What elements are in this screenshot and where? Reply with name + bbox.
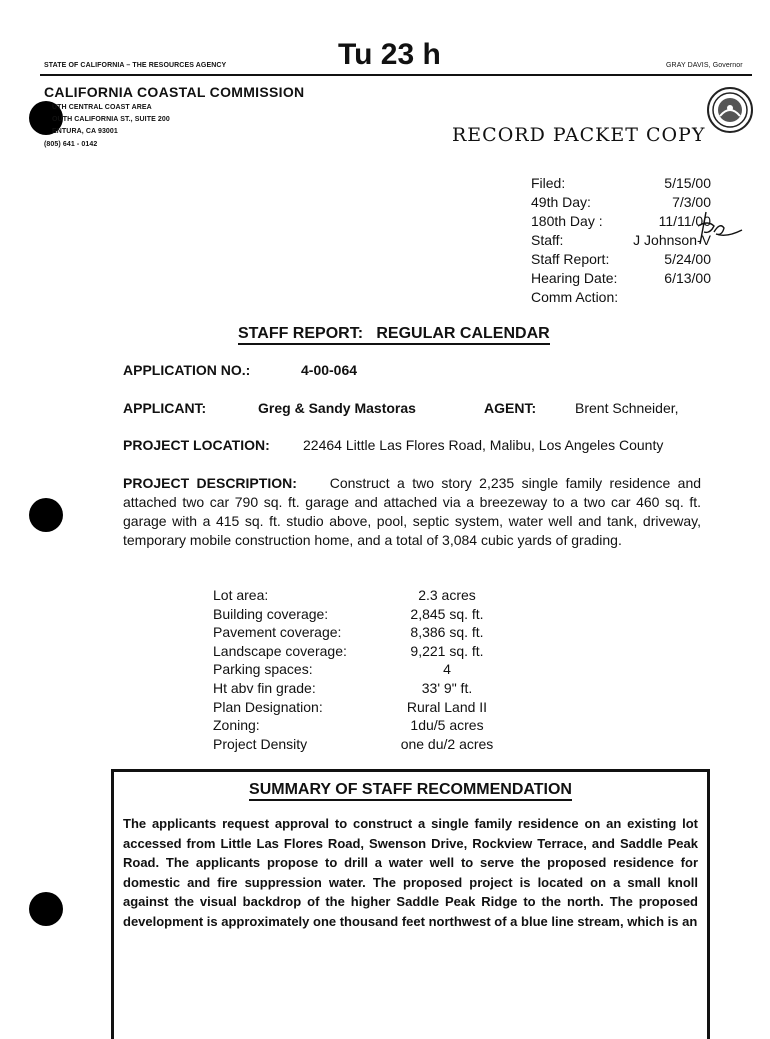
location-label: PROJECT LOCATION: [123, 437, 270, 453]
stat-value: Rural Land II [406, 698, 488, 715]
stat-label: Plan Designation: [213, 698, 323, 715]
summary-box [111, 769, 710, 1039]
date-row-hearing [531, 269, 711, 288]
agency-left: STATE OF CALIFORNIA – THE RESOURCES AGENCY [44, 62, 227, 69]
record-packet-stamp: RECORD PACKET COPY [452, 124, 706, 146]
stat-label: Project Density [213, 735, 308, 752]
date-row-staff [531, 231, 711, 250]
date-label: Comm Action: [531, 289, 619, 305]
governor-label: GRAY DAVIS, Governor [666, 62, 743, 69]
date-row-comm-action [531, 288, 711, 307]
application-number: 4-00-064 [301, 362, 358, 378]
project-statistics [213, 586, 543, 753]
punch-hole-bottom [29, 892, 63, 926]
stat-value: 4 [443, 661, 451, 678]
filing-dates [531, 174, 711, 307]
application-label: APPLICATION NO.: [123, 362, 251, 378]
address-line-3: ENTURA, CA 93001 [52, 128, 118, 135]
stat-label: Landscape coverage: [213, 642, 347, 659]
address-line-1: UTH CENTRAL COAST AREA [52, 104, 152, 111]
stat-label: Zoning: [213, 717, 260, 734]
description-label: PROJECT DESCRIPTION: [123, 475, 297, 491]
report-title: STAFF REPORT: REGULAR CALENDAR [238, 324, 550, 345]
stat-label: Pavement coverage: [213, 624, 342, 641]
date-value: 11/11/00 [658, 213, 711, 229]
stat-row [213, 586, 543, 605]
address-line-4: (805) 641 - 0142 [44, 141, 98, 148]
description-text: Construct a two story 2,235 single family residence and attached two car 790 sq. ft. garage and attached via a breezeway to a two car 460 sq. ft. garage with a 415 sq. ft. studio above, pool, septic system, water well and tank, driveway, temporary mobile construction home, and a total of 3,084 cubic yards of grading. [123, 475, 702, 548]
stat-row [213, 679, 543, 698]
date-value: 6/13/00 [664, 270, 711, 286]
date-label: 180th Day : [531, 213, 603, 229]
stat-label: Parking spaces: [213, 661, 313, 678]
applicant-name: Greg & Sandy Mastoras [258, 400, 416, 416]
date-row-filed [531, 174, 711, 193]
stat-row [213, 642, 543, 661]
stat-value: 33' 9" ft. [421, 679, 473, 696]
stat-value: 2.3 acres [418, 587, 476, 603]
date-label: Staff Report: [531, 251, 610, 267]
date-value: 5/15/00 [664, 175, 711, 191]
summary-text: The applicants request approval to construct a single family residence on an existing lot accessed from Little Las Flores Road, Swenson Drive, Rockview Terrace, and Saddle Peak Road. The applicants propose to drill a water well to serve the proposed residence for domestic and fire suppression water. The proposed project is located on a small knoll against the visual backdrop of the higher Saddle Peak Ridge to the north. The proposed development is approximately one thousand feet northwest of a blue line stream, which is an [123, 816, 698, 929]
agent-name: Brent Schneider, [575, 400, 679, 416]
summary-title-text: SUMMARY OF STAFF RECOMMENDATION [249, 781, 572, 801]
stat-row [213, 660, 543, 679]
stat-label: Building coverage: [213, 605, 329, 622]
date-row-180th [531, 212, 711, 231]
stat-value: 9,221 sq. ft. [410, 642, 484, 659]
stat-label: Lot area: [213, 587, 269, 603]
stat-row [213, 735, 543, 754]
stat-value: 1du/5 acres [410, 717, 484, 734]
address-line-2: OUTH CALIFORNIA ST., SUITE 200 [52, 116, 170, 123]
stat-row [213, 698, 543, 717]
state-seal-icon [706, 86, 754, 134]
header-rule [40, 74, 752, 76]
agent-label: AGENT: [484, 400, 537, 416]
stat-row [213, 605, 543, 624]
applicant-label: APPLICANT: [123, 400, 207, 416]
punch-hole-middle [29, 498, 63, 532]
date-label: Staff: [531, 232, 564, 248]
date-label: Hearing Date: [531, 270, 618, 286]
hearing-stamp: Tu 23 h [338, 38, 441, 71]
date-label: 49th Day: [531, 194, 591, 210]
location-value: 22464 Little Las Flores Road, Malibu, Los Angeles County [303, 437, 664, 453]
date-row-staff-report [531, 250, 711, 269]
commission-name: CALIFORNIA COASTAL COMMISSION [44, 84, 305, 100]
date-value: 7/3/00 [672, 194, 711, 210]
date-row-49th [531, 193, 711, 212]
stat-row [213, 623, 543, 642]
stat-value: 8,386 sq. ft. [410, 624, 484, 641]
stat-label: Ht abv fin grade: [213, 679, 316, 696]
handwritten-initials-icon [692, 210, 744, 250]
stat-value: 2,845 sq. ft. [410, 605, 484, 622]
project-description [123, 474, 701, 550]
date-value: J Johnson-V [633, 232, 711, 248]
date-value: 5/24/00 [664, 251, 711, 267]
summary-title [114, 781, 707, 799]
stat-row [213, 716, 543, 735]
date-label: Filed: [531, 175, 566, 191]
stat-value: one du/2 acres [400, 735, 494, 752]
